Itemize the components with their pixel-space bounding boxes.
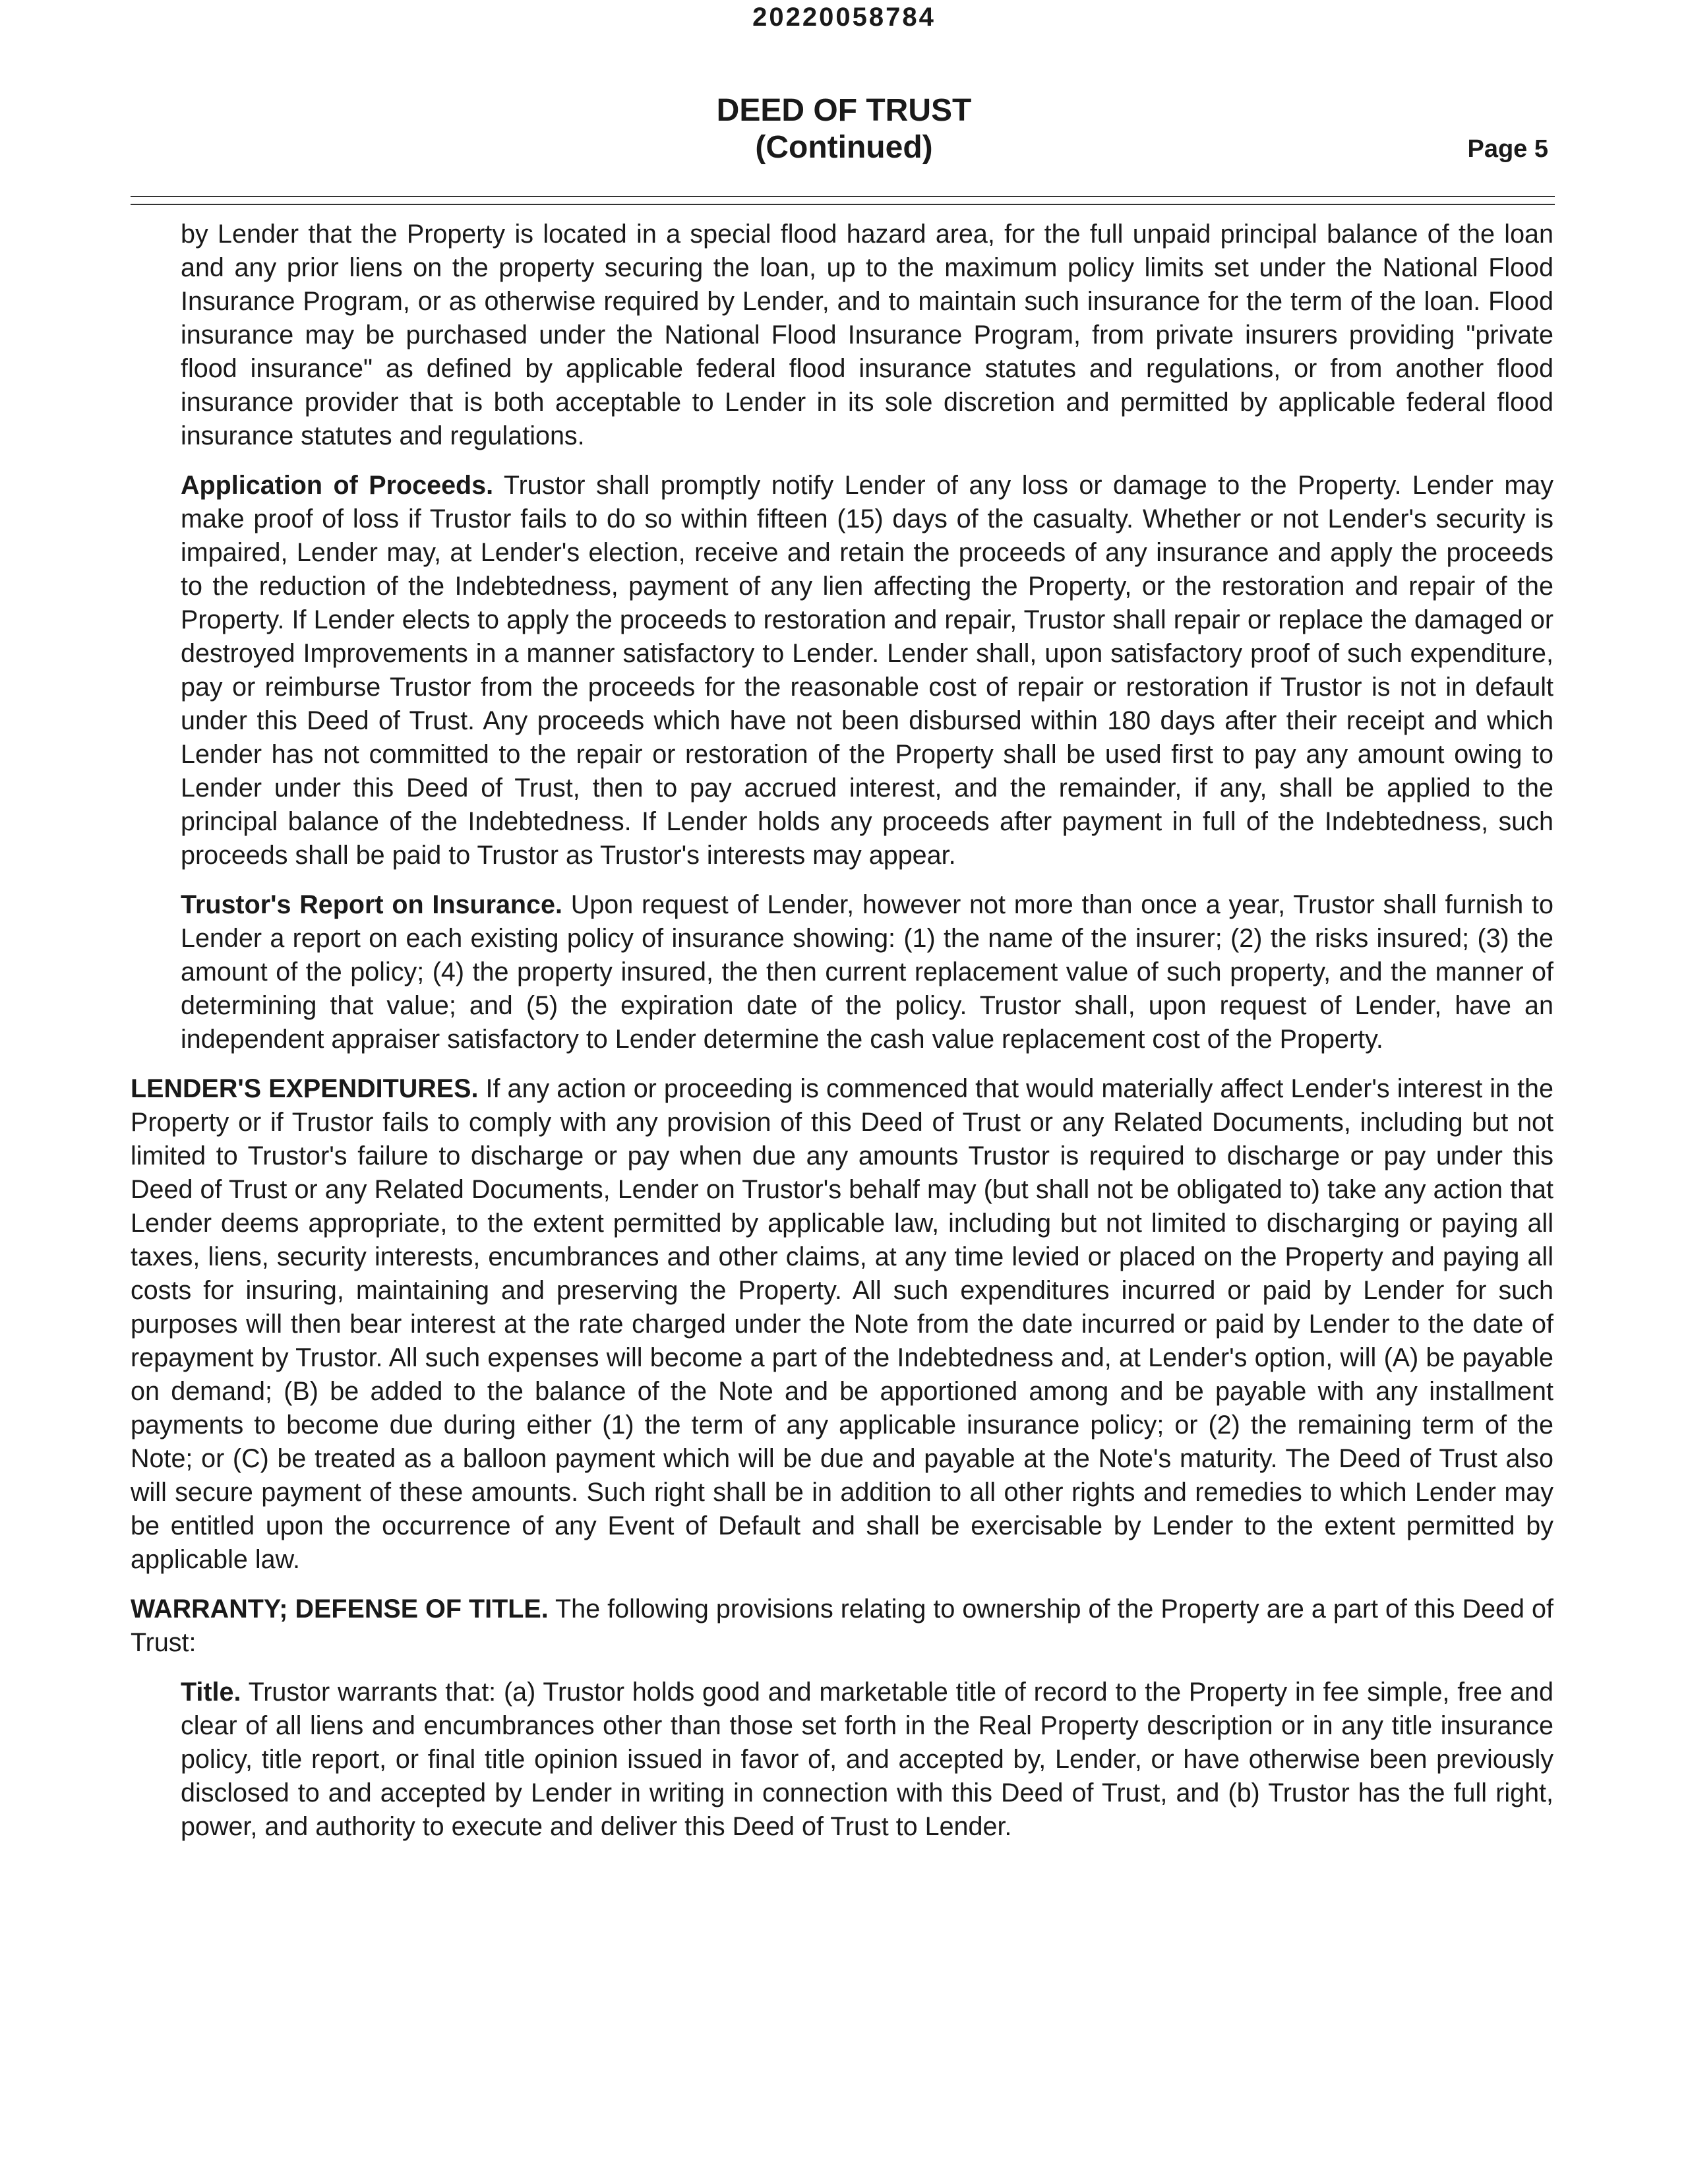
lenders-expenditures-text: If any action or proceeding is commenced that would materially affect Lender's interest in the Property or if Trustor fails to comply with any provision of this Deed of Trust or any Related Documents, including but not limited to Trustor's failure to discharge or pay when due any amounts Trustor is required to discharge or pay under this Deed of Trust or any Related Documents, Lender on Trustor's behalf may (but shall not be obligated to) take any action that Lender deems appropriate, to the extent permitted by applicable law, including but not limited to discharging or paying all taxes, liens, security interests, encumbrances and other claims, at any time levied or placed on the Property and paying all costs for insuring, maintaining and preserving the Property. All such expenditures incurred or paid by Lender for such purposes will then bear interest at the rate charged under the Note from the date incurred or paid by Lender to the date of repayment by Trustor. All such expenses will become a part of the Indebtedness and, at Lender's option, will (A) be payable on demand; (B) be added to the balance of the Note and be apportioned among and be payable with any installment payments to become due during either (1) the term of any applicable insurance policy; or (2) the remaining term of the Note; or (C) be treated as a balloon payment which will be due and payable at the Note's maturity. The Deed of Trust also will secure payment of these amounts. Such right shall be in addition to all other rights and remedies to which Lender may be entitled upon the occurrence of any Event of Default and shall be exercisable by Lender to the extent permitted by applicable law. (131, 1074, 1553, 1574)
document-heading (0, 92, 1688, 166)
insurance-report-heading: Trustor's Report on Insurance. (181, 890, 562, 919)
title-text: Trustor warrants that: (a) Trustor holds good and marketable title of record to the Property in fee simple, free and clear of all liens and encumbrances other than those set forth in the Real Property description or in any title insurance policy, title report, or final title opinion issued in favor of, and accepted by, Lender, or have otherwise been previously disclosed to and accepted by Lender in writing in connection with this Deed of Trust, and (b) Trustor has the full right, power, and authority to execute and deliver this Deed of Trust to Lender. (181, 1678, 1553, 1841)
header-rule-bottom (131, 204, 1555, 205)
document-number: 20220058784 (752, 3, 936, 32)
insurance-report-text: Upon request of Lender, however not more than once a year, Trustor shall furnish to Lender a report on each existing policy of insurance showing: (1) the name of the insurer; (2) the risks insured; (3) the amount of the policy; (4) the property insured, the then current replacement value of such property, and the manner of determining that value; and (5) the expiration date of the policy. Trustor shall, upon request of Lender, have an independent appraiser satisfactory to Lender determine the cash value replacement cost of the Property. (181, 890, 1553, 1054)
document-body (131, 218, 1553, 1860)
warranty-text: The following provisions relating to ownership of the Property are a part of this Deed of Trust: (131, 1594, 1553, 1657)
warranty-paragraph (131, 1592, 1553, 1660)
application-of-proceeds-text: Trustor shall promptly notify Lender of any loss or damage to the Property. Lender may make proof of loss if Trustor fails to do so within fifteen (15) days of the casualty. Whether or not Lender's security is impaired, Lender may, at Lender's election, receive and retain the proceeds of any insurance and apply the proceeds to the reduction of the Indebtedness, payment of any lien affecting the Property, or the restoration and repair of the Property. If Lender elects to apply the proceeds to restoration and repair, Trustor shall repair or replace the damaged or destroyed Improvements in a manner satisfactory to Lender. Lender shall, upon satisfactory proof of such expenditure, pay or reimburse Trustor from the proceeds for the reasonable cost of repair or restoration if Trustor is not in default under this Deed of Trust. Any proceeds which have not been disbursed within 180 days after their receipt and which Lender has not committed to the repair or restoration of the Property shall be used first to pay any amount owing to Lender under this Deed of Trust, then to pay accrued interest, and the remainder, if any, shall be applied to the principal balance of the Indebtedness. If Lender holds any proceeds after payment in full of the Indebtedness, such proceeds shall be paid to Trustor as Trustor's interests may appear. (181, 471, 1554, 870)
application-of-proceeds-heading: Application of Proceeds. (181, 471, 494, 500)
application-of-proceeds-paragraph (131, 469, 1553, 872)
warranty-heading: WARRANTY; DEFENSE OF TITLE. (131, 1594, 549, 1623)
flood-insurance-text: by Lender that the Property is located in a special flood hazard area, for the full unpaid principal balance of the loan and any prior liens on the property securing the loan, up to the maximum policy limits set under the National Flood Insurance Program, or as otherwise required by Lender, and to maintain such insurance for the term of the loan. Flood insurance may be purchased under the National Flood Insurance Program, from private insurers providing "private flood insurance" as defined by applicable federal flood insurance statutes and regulations, or from another flood insurance provider that is both acceptable to Lender in its sole discretion and permitted by applicable federal flood insurance statutes and regulations. (181, 220, 1553, 450)
title-paragraph (131, 1676, 1553, 1844)
lenders-expenditures-heading: LENDER'S EXPENDITURES. (131, 1074, 479, 1103)
header-rule-top (131, 196, 1555, 197)
lenders-expenditures-paragraph (131, 1072, 1553, 1577)
title-heading: Title. (181, 1678, 241, 1707)
insurance-report-paragraph (131, 888, 1553, 1056)
document-title: DEED OF TRUST (716, 93, 972, 128)
flood-insurance-paragraph (131, 218, 1553, 453)
document-subtitle: (Continued) (755, 130, 933, 165)
page-number: Page 5 (1467, 135, 1548, 163)
